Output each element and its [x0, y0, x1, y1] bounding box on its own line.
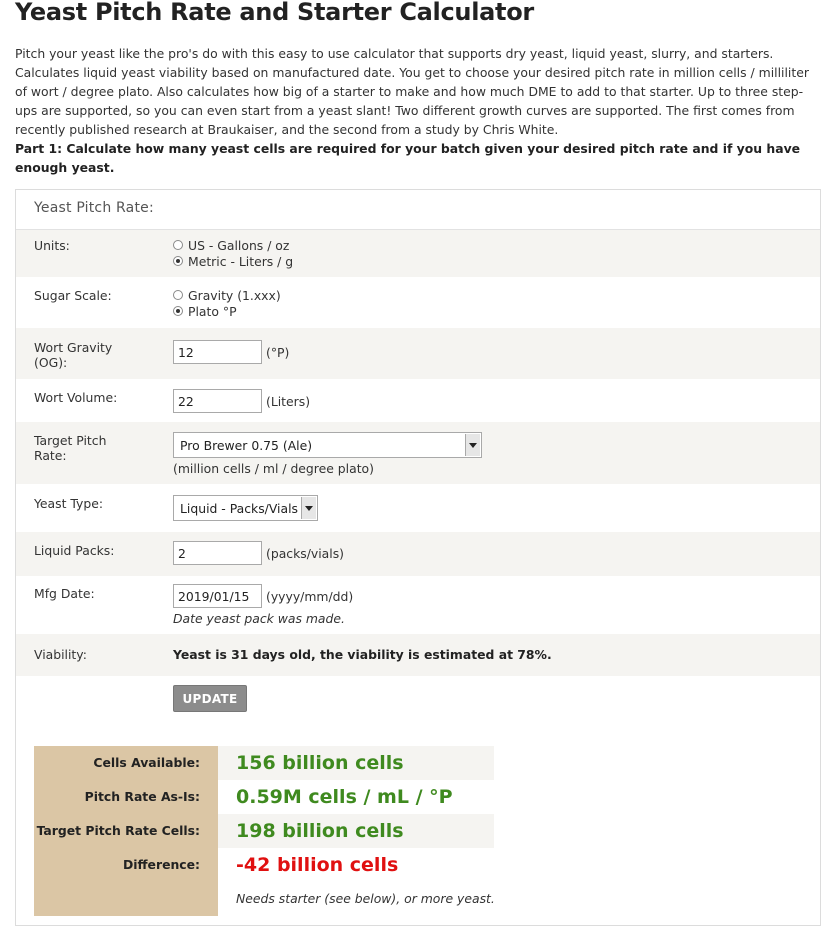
wort-gravity-input[interactable]: 12 [173, 340, 262, 364]
target-pitch-select[interactable] [173, 432, 482, 458]
target-pitch-row [16, 422, 820, 484]
result-value: 198 billion cells [218, 814, 494, 848]
intro-paragraph: Pitch your yeast like the pro's do with this easy to use calculator that supports dry yeast, liquid yeast, slurry, and starters. Calculates liquid yeast viability based on manufactured date. You get to choose your desired pitch rate in million cells / milliliter of wort / degree plato. Also calculates how big of a starter to make and how much DME to add to that starter. Up to three step-ups are supported, so you can even start from a yeast slant! Two different growth curves are supported. The first comes from recently published research at Braukaiser, and the second from a study by Chris White. [15, 46, 809, 137]
sugar-scale-label: Sugar Scale: [34, 288, 112, 303]
sugar-option-gravity-label: Gravity (1.xxx) [188, 287, 281, 303]
wort-gravity-label: Wort Gravity (OG): [34, 340, 113, 370]
result-value: -42 billion cells [236, 854, 399, 876]
yeast-type-row [16, 484, 820, 532]
yeast-type-selected: Liquid - Packs/Vials [180, 501, 298, 516]
result-label: Cells Available: [93, 755, 200, 770]
result-value: 0.59M cells / mL / °P [236, 786, 453, 808]
result-row-cells-available [34, 746, 494, 780]
radio-gravity[interactable] [173, 290, 183, 300]
units-row [16, 230, 820, 277]
units-radio-group [173, 237, 293, 269]
viability-text: Yeast is 31 days old, the viability is estimated at 78%. [173, 647, 552, 662]
viability-row [16, 634, 820, 676]
sugar-scale-row [16, 277, 820, 328]
yeast-type-label: Yeast Type: [34, 496, 104, 511]
result-row-pitch-rate [34, 780, 494, 814]
result-value: 156 billion cells [218, 746, 494, 780]
sugar-option-plato[interactable] [173, 303, 281, 319]
target-pitch-label: Target Pitch Rate: [34, 433, 107, 463]
wort-volume-unit: (Liters) [266, 394, 311, 409]
units-option-metric-label: Metric - Liters / g [188, 253, 294, 269]
sugar-option-gravity[interactable] [173, 287, 281, 303]
radio-metric[interactable] [173, 256, 183, 266]
result-row-target-cells [34, 814, 494, 848]
wort-volume-label: Wort Volume: [34, 390, 118, 405]
target-pitch-selected: Pro Brewer 0.75 (Ale) [180, 438, 313, 453]
result-row-difference [34, 848, 494, 882]
units-option-us[interactable] [173, 237, 293, 253]
radio-plato[interactable] [173, 306, 183, 316]
viability-label: Viability: [34, 647, 87, 662]
wort-volume-input[interactable]: 22 [173, 389, 262, 413]
result-label: Pitch Rate As-Is: [84, 789, 200, 804]
calculator-header [16, 190, 820, 230]
wort-gravity-unit: (°P) [266, 345, 290, 360]
sugar-option-plato-label: Plato °P [188, 303, 237, 319]
radio-us[interactable] [173, 240, 183, 250]
mfg-date-hint: Date yeast pack was made. [173, 611, 345, 626]
page-title: Yeast Pitch Rate and Starter Calculator [15, 0, 534, 26]
target-pitch-hint: (million cells / ml / degree plato) [173, 461, 374, 476]
dropdown-arrow-icon[interactable] [465, 434, 480, 456]
calculator-title: Yeast Pitch Rate: [34, 200, 154, 216]
yeast-type-select[interactable] [173, 495, 318, 521]
liquid-packs-row [16, 532, 820, 576]
results-note: Needs starter (see below), or more yeast. [236, 891, 495, 906]
mfg-date-input[interactable]: 2019/01/15 [173, 584, 262, 608]
wort-volume-row [16, 379, 820, 422]
units-option-us-label: US - Gallons / oz [188, 237, 290, 253]
mfg-date-row [16, 576, 820, 634]
liquid-packs-unit: (packs/vials) [266, 546, 345, 561]
intro-text [15, 44, 820, 177]
results-table [34, 746, 494, 916]
units-label: Units: [34, 238, 70, 253]
liquid-packs-input[interactable]: 2 [173, 541, 262, 565]
mfg-date-label: Mfg Date: [34, 586, 95, 601]
part1-heading: Part 1: Calculate how many yeast cells are required for your batch given your desired pitch rate and if you have enough yeast. [15, 141, 801, 175]
mfg-date-unit: (yyyy/mm/dd) [266, 589, 354, 604]
liquid-packs-label: Liquid Packs: [34, 543, 115, 558]
wort-gravity-row [16, 328, 820, 379]
dropdown-arrow-icon[interactable] [301, 497, 316, 519]
units-option-metric[interactable] [173, 253, 293, 269]
result-label: Target Pitch Rate Cells: [36, 823, 200, 838]
update-button[interactable]: UPDATE [173, 685, 247, 712]
sugar-scale-radio-group [173, 287, 281, 319]
result-label: Difference: [122, 857, 200, 872]
pitch-rate-calculator [15, 189, 821, 926]
